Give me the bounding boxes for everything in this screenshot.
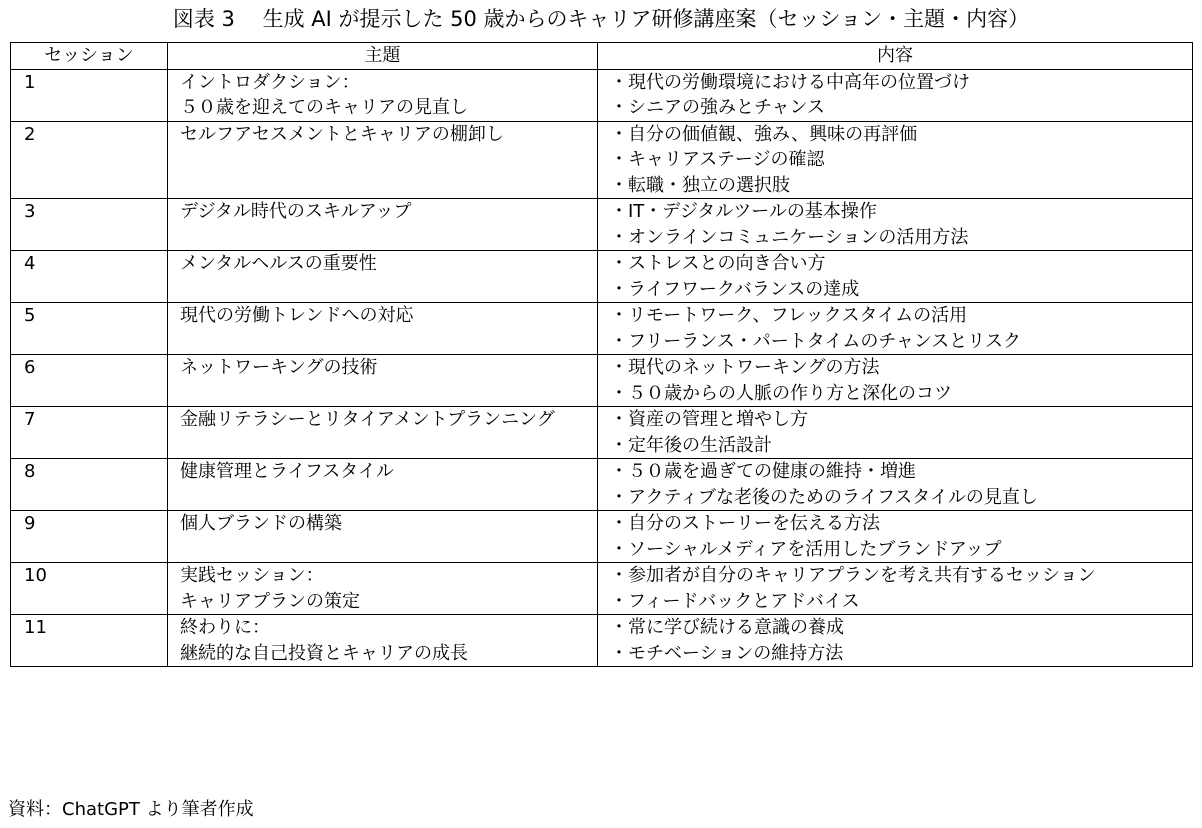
content-line: ・ストレスとの向き合い方 <box>610 253 826 274</box>
content-cell <box>598 407 1193 459</box>
topic-cell <box>168 563 598 615</box>
content-line: ・アクティブな老後のためのライフスタイルの見直し <box>610 486 1038 508</box>
topic-line: キャリアプランの策定 <box>180 590 360 612</box>
topic-line: ネットワーキングの技術 <box>180 357 378 378</box>
topic-cell <box>168 251 598 303</box>
content-line: ・転職・独立の選択肢 <box>610 174 790 196</box>
session-number: 4 <box>24 253 36 274</box>
topic-line: イントロダクション： <box>180 71 360 93</box>
content-cell <box>598 69 1193 121</box>
session-number-cell <box>11 251 168 303</box>
content-line: ・フィードバックとアドバイス <box>610 590 860 612</box>
content-line: ・IT・デジタルツールの基本操作 <box>610 201 877 222</box>
session-number-cell <box>11 563 168 615</box>
content-cell <box>598 355 1193 407</box>
content-cell <box>598 199 1193 251</box>
content-line: ・自分の価値観、強み、興味の再評価 <box>610 123 918 145</box>
content-line: ・参加者が自分のキャリアプランを考え共有するセッション <box>610 565 1096 586</box>
content-line: ・キャリアステージの確認 <box>610 149 825 170</box>
session-number: 6 <box>24 357 36 378</box>
topic-line: メンタルヘルスの重要性 <box>180 253 377 274</box>
header-topic: 主題 <box>168 43 598 70</box>
session-table <box>10 42 1193 667</box>
table-row <box>11 69 1193 121</box>
content-line: ・現代の労働環境における中高年の位置づけ <box>610 71 970 93</box>
table-row <box>11 459 1193 511</box>
content-cell <box>598 511 1193 563</box>
topic-line: ５０歳を迎えてのキャリアの見直し <box>180 97 468 118</box>
session-number: 8 <box>24 461 36 482</box>
session-number-cell <box>11 199 168 251</box>
figure-title: 図表 3 生成 AI が提示した 50 歳からのキャリア研修講座案（セッション・主題・内容） <box>172 7 1030 31</box>
topic-line: 健康管理とライフスタイル <box>180 461 394 482</box>
topic-cell <box>168 459 598 511</box>
content-line: ・リモートワーク、フレックスタイムの活用 <box>610 305 968 326</box>
content-line: ・ライフワークバランスの達成 <box>610 278 860 300</box>
content-line: ・資産の管理と増やし方 <box>610 409 808 430</box>
session-number: 2 <box>24 123 36 145</box>
table-row <box>11 251 1193 303</box>
content-line: ・定年後の生活設計 <box>610 434 772 456</box>
session-number-cell <box>11 69 168 121</box>
topic-line: 継続的な自己投資とキャリアの成長 <box>180 642 468 664</box>
session-number: 7 <box>24 409 36 430</box>
content-line: ・５０歳を過ぎての健康の維持・増進 <box>610 461 916 482</box>
header-session: セッション <box>11 43 168 70</box>
session-number: 10 <box>24 565 47 586</box>
content-cell <box>598 251 1193 303</box>
table-body <box>11 69 1193 667</box>
session-number-cell <box>11 615 168 667</box>
topic-cell <box>168 615 598 667</box>
topic-line: 終わりに： <box>180 617 270 638</box>
topic-cell <box>168 511 598 563</box>
topic-line: 金融リテラシーとリタイアメントプランニング <box>180 409 555 430</box>
content-line: ・現代のネットワーキングの方法 <box>610 357 880 378</box>
source-note: 資料：ChatGPT より筆者作成 <box>8 799 254 820</box>
content-line: ・フリーランス・パートタイムのチャンスとリスク <box>610 330 1021 352</box>
content-cell <box>598 459 1193 511</box>
topic-line: 実践セッション： <box>180 565 324 586</box>
session-number-cell <box>11 459 168 511</box>
table-row <box>11 121 1193 199</box>
topic-cell <box>168 69 598 121</box>
session-number-cell <box>11 355 168 407</box>
content-line: ・自分のストーリーを伝える方法 <box>610 513 880 534</box>
content-cell <box>598 615 1193 667</box>
topic-line: 現代の労働トレンドへの対応 <box>180 305 414 326</box>
table-row <box>11 355 1193 407</box>
content-line: ・シニアの強みとチャンス <box>610 97 825 118</box>
session-number: 11 <box>24 617 47 638</box>
content-line: ・５０歳からの人脈の作り方と深化のコツ <box>610 382 952 404</box>
session-number: 9 <box>24 513 36 534</box>
table-row <box>11 407 1193 459</box>
session-number: 3 <box>24 201 36 222</box>
session-number-cell <box>11 121 168 199</box>
topic-cell <box>168 407 598 459</box>
topic-cell <box>168 303 598 355</box>
table-row <box>11 511 1193 563</box>
topic-cell <box>168 199 598 251</box>
session-number-cell <box>11 407 168 459</box>
content-cell <box>598 303 1193 355</box>
header-content: 内容 <box>598 43 1193 70</box>
table-row <box>11 563 1193 615</box>
content-line: ・ソーシャルメディアを活用したブランドアップ <box>610 538 1002 560</box>
topic-line: セルフアセスメントとキャリアの棚卸し <box>180 123 504 145</box>
table-header-row <box>11 43 1193 70</box>
content-line: ・オンラインコミュニケーションの活用方法 <box>610 226 969 248</box>
content-line: ・常に学び続ける意識の養成 <box>610 617 844 638</box>
table-row <box>11 303 1193 355</box>
topic-cell <box>168 355 598 407</box>
content-cell <box>598 121 1193 199</box>
topic-cell <box>168 121 598 199</box>
topic-line: デジタル時代のスキルアップ <box>180 201 412 222</box>
content-cell <box>598 563 1193 615</box>
table-row <box>11 199 1193 251</box>
session-number-cell <box>11 303 168 355</box>
content-line: ・モチベーションの維持方法 <box>610 642 844 664</box>
session-number: 1 <box>24 71 36 93</box>
table-row <box>11 615 1193 667</box>
session-number-cell <box>11 511 168 563</box>
session-number: 5 <box>24 305 36 326</box>
topic-line: 個人ブランドの構築 <box>180 513 342 534</box>
